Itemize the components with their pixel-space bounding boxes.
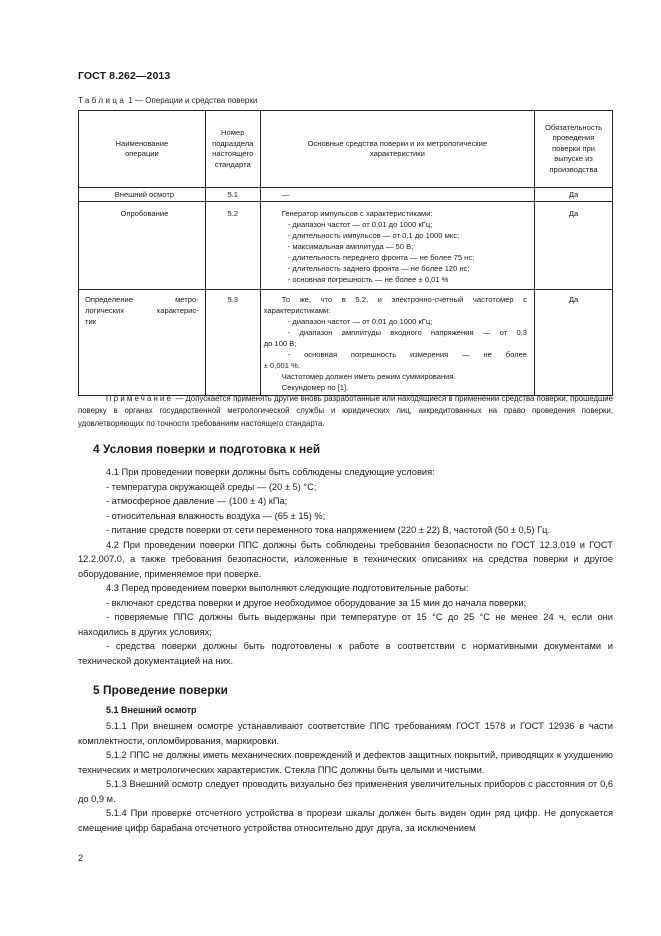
cell-operation [79, 188, 206, 202]
col-header-line: производства [549, 164, 598, 174]
list-item: - питание средств поверки от сети переменного тока напряжением (220 ± 22) В, частотой (50 ± 0,5) Гц. [106, 525, 551, 535]
cell-line: - диапазон амплитуды входного напряжения — от 0,3 [287, 328, 528, 337]
col-header-section [205, 111, 260, 188]
list-item: - включают средства поверки и другое необходимое оборудование за 15 мин до начала поверки; [106, 597, 527, 608]
table-row [79, 188, 613, 202]
document-header: ГОСТ 8.262—2013 [78, 70, 171, 82]
cell-means [260, 188, 534, 202]
cell-line: тик [85, 317, 97, 326]
paragraph: 5.1.3 Внешний осмотр следует проводить визуально без применения увеличительных приборов с расстояния от 0,6 до 0,9 м. [78, 779, 613, 804]
operations-table [78, 110, 613, 396]
table-row [79, 290, 613, 396]
col-header-line: Обязательность [544, 122, 603, 132]
cell-line: Частотомер должен иметь режим суммирования. [281, 372, 456, 381]
col-header-line: настоящего [212, 149, 254, 158]
table-header-row [79, 111, 613, 188]
list-item: - средства поверки должны быть подготовлены к работе в соответствии с нормативными документами и технической документацией на них. [78, 641, 613, 666]
table-note [78, 393, 613, 430]
section-4-body [78, 465, 613, 668]
cell-section: 5.2 [205, 202, 260, 290]
cell-line: Секундомер по [1]. [281, 383, 349, 392]
col-header-mandatory [535, 111, 613, 188]
cell-operation [79, 202, 206, 290]
col-header-line: Номер [221, 128, 245, 137]
col-header-line: подраздела [212, 138, 254, 148]
page-number: 2 [78, 853, 84, 863]
section-5-body [78, 719, 613, 835]
subsection-5-1-title: 5.1 Внешний осмотр [106, 705, 197, 715]
cell-section: 5.3 [205, 290, 260, 396]
paragraph: 5.1.1 При внешнем осмотре устанавливают соответствие ППС требованиям ГОСТ 1578 и ГОСТ 12936 в части комплектности, опломбирования, маркировки. [78, 721, 613, 746]
list-item: - атмосферное давление — (100 ± 4) кПа; [106, 496, 288, 506]
table-caption-text: 1 — Операции и средства поверки [128, 96, 258, 105]
cell-line: до 100 В; [263, 339, 297, 348]
paragraph: 4.1 При проведении поверки должны быть соблюдены следующие условия: [106, 467, 435, 477]
section-5-title: 5 Проведение поверки [93, 683, 229, 697]
paragraph: 5.1.2 ППС не должны иметь механических повреждений и дефектов защитных покрытий, приводящих к ухудшению технических и метрологических характеристик. Стекла ППС должны быть целыми и чистыми. [78, 750, 613, 775]
cell-line: Определение метро- [85, 295, 199, 304]
col-header-operation [79, 111, 206, 188]
list-item: - относительная влажность воздуха — (65 ± 15) %; [106, 510, 326, 521]
cell-line: Генератор импульсов с характеристиками: [281, 209, 433, 218]
cell-line: - диапазон частот — от 0,01 до 1000 кГц; [287, 220, 433, 229]
cell-line: - длительность переднего фронта — не более 75 нс; [287, 253, 475, 262]
cell-means [260, 290, 534, 396]
cell-operation [79, 290, 206, 396]
col-header-means [260, 111, 534, 188]
list-item: - температура окружающей среды — (20 ± 5) °С; [106, 481, 317, 492]
col-header-line: стандарта [214, 159, 251, 169]
cell-line: - основная погрешность — не более ± 0,01 % [287, 275, 449, 284]
cell-line: логических характерис- [85, 306, 199, 315]
cell-line: - максимальная амплитуда — 50 В; [287, 242, 414, 251]
cell-mandatory: Да [535, 188, 613, 202]
cell-line: - длительность заднего фронта — не более 120 нс; [287, 264, 470, 273]
cell-line: характеристиками: [263, 306, 331, 315]
col-header-line: поверки при [552, 143, 595, 153]
note-label: Примечание [106, 394, 174, 403]
col-header-line: операции [124, 149, 159, 158]
cell-text: Внешний осмотр [114, 190, 175, 199]
table-row [79, 202, 613, 290]
list-item: - поверяемые ППС должны быть выдержаны при температуре от 15 °С до 25 °С не менее 24 ч, если они находились в других условиях; [78, 612, 613, 637]
cell-text: — [281, 190, 290, 199]
paragraph: 5.1.4 При проверке отсчетного устройства в прорези шкалы должен быть виден один ряд цифр. Не допускается смещение цифр барабана отсчетного устройства относительно друг друга, за исключением [78, 808, 613, 833]
cell-line: - диапазон частот — от 0,01 до 1000 кГц; [287, 317, 433, 326]
paragraph: 4.2 При проведении поверки ППС должны быть соблюдены требования безопасности по ГОСТ 12.3.019 и ГОСТ 12.2.007.0, а также требования безопасности, изложенные в технических описаниях на средства поверки и другое оборудование, применяемое при поверке. [78, 539, 613, 579]
cell-means [260, 202, 534, 290]
col-header-line: Наименование [115, 138, 169, 148]
cell-mandatory: Да [535, 202, 613, 290]
cell-line: ± 0,001 %. [263, 361, 300, 370]
section-4-title: 4 Условия поверки и подготовка к ней [93, 442, 321, 456]
note-text: — Допускается применять другие вновь разработанные или находящиеся в применении средства поверки, прошедшие поверку в органах государственной метрологической службы и юридических лиц, аккредитованных на право проведения поверки, удовлетворяющих по точности требованиям настоящего стандарта. [78, 394, 613, 428]
col-header-line: проведения [552, 133, 595, 143]
cell-line: - длительность импульсов — от 0,1 до 1000 мкс; [287, 231, 460, 240]
col-header-line: характеристики [369, 149, 425, 158]
cell-line: То же, что в 5.2, и электронно-счетный частотомер с [281, 295, 528, 304]
paragraph: 4.3 Перед проведением поверки выполняют следующие подготовительные работы: [106, 583, 469, 593]
cell-section: 5.1 [205, 188, 260, 202]
cell-line: - основная погрешность измерения — не более [287, 350, 528, 359]
table-caption-label: Таблица [78, 96, 127, 105]
col-header-line: Основные средства поверки и их метрологические [307, 138, 488, 148]
table-caption [78, 96, 257, 105]
cell-text: Опробование [120, 209, 169, 218]
col-header-line: выпуске из [554, 154, 593, 164]
cell-mandatory: Да [535, 290, 613, 396]
